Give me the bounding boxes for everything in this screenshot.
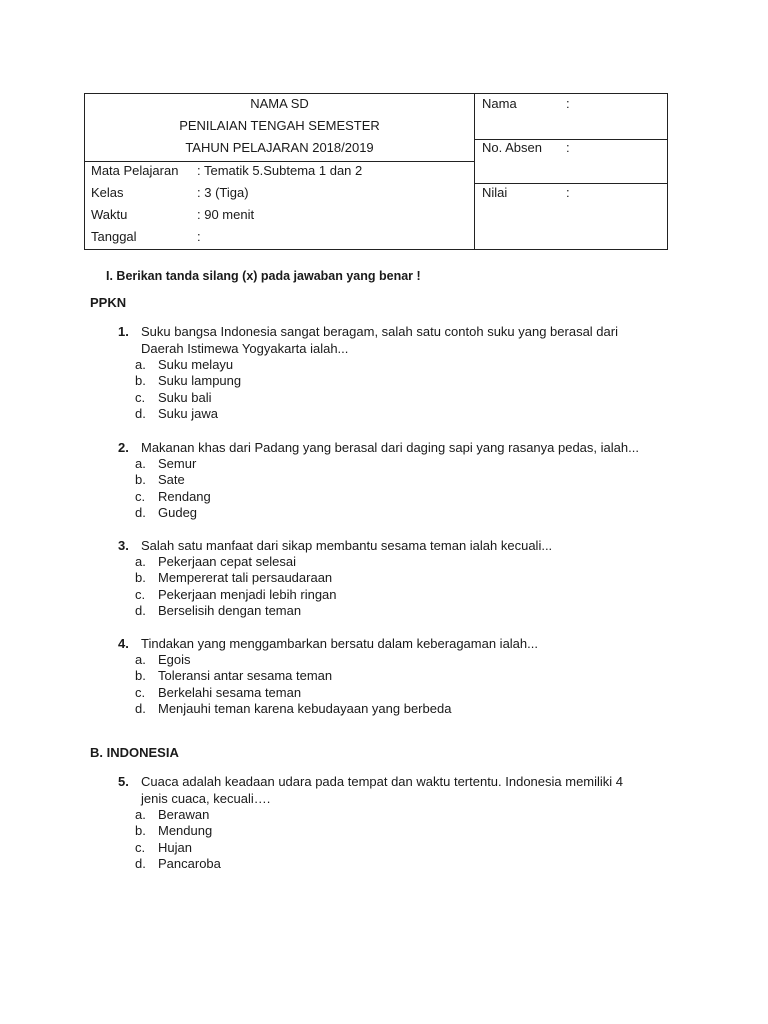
meta-value-class: : 3 (Tiga) — [197, 185, 249, 200]
answer-option[interactable] — [118, 840, 678, 856]
answer-option[interactable] — [118, 701, 678, 717]
meta-label-time: Waktu — [91, 207, 128, 222]
question-line: Daerah Istimewa Yogyakarta ialah... — [141, 341, 349, 356]
option-text: Semur — [158, 456, 197, 471]
answer-option[interactable] — [118, 807, 678, 823]
answer-option[interactable] — [118, 668, 678, 684]
score-label: Nilai — [482, 185, 508, 200]
question-text — [141, 439, 678, 456]
answer-options — [118, 652, 678, 717]
option-text: Berkelahi sesama teman — [158, 684, 302, 700]
question-text — [141, 537, 678, 554]
question-line: Salah satu manfaat dari sikap membantu sesama teman ialah kecuali... — [141, 538, 553, 553]
option-letter: c. — [135, 389, 146, 405]
option-text: Suku jawa — [158, 405, 218, 421]
answer-option[interactable] — [118, 652, 678, 668]
option-letter: b. — [135, 472, 146, 488]
answer-option[interactable] — [118, 685, 678, 701]
option-text: Pekerjaan cepat selesai — [158, 554, 297, 569]
question-line: jenis cuaca, kecuali…. — [141, 791, 271, 806]
option-letter: a. — [135, 456, 146, 471]
meta-value-time: : 90 menit — [197, 207, 255, 222]
option-text: Berselisih dengan teman — [158, 602, 302, 618]
school-name: NAMA SD — [250, 96, 309, 111]
question — [118, 773, 678, 872]
option-text: Pekerjaan menjadi lebih ringan — [158, 586, 337, 602]
answer-options — [118, 357, 678, 422]
answer-option[interactable] — [118, 570, 678, 586]
option-text: Suku melayu — [158, 357, 234, 372]
academic-year: TAHUN PELAJARAN 2018/2019 — [185, 140, 374, 155]
question-line: Tindakan yang menggambarkan bersatu dalam keberagaman ialah... — [141, 636, 538, 651]
option-text: Suku lampung — [158, 373, 242, 389]
meta-label-subject: Mata Pelajaran — [91, 163, 179, 178]
question-text — [141, 773, 678, 807]
option-letter: d. — [135, 700, 146, 716]
section-title-indonesia: B. INDONESIA — [90, 745, 179, 760]
question-line: Cuaca adalah keadaan udara pada tempat dan waktu tertentu. Indonesia memiliki 4 — [141, 774, 624, 789]
answer-option[interactable] — [118, 456, 678, 472]
question-number: 5. — [118, 774, 129, 789]
question-number: 1. — [118, 324, 129, 339]
question-line: Suku bangsa Indonesia sangat beragam, salah satu contoh suku yang berasal dari — [141, 324, 618, 339]
answer-option[interactable] — [118, 603, 678, 619]
meta-value-date: : — [197, 229, 201, 244]
option-text: Sate — [158, 472, 185, 488]
option-text: Menjauhi teman karena kebudayaan yang berbeda — [158, 700, 452, 716]
answer-option[interactable] — [118, 390, 678, 406]
option-letter: a. — [135, 807, 146, 822]
question — [118, 439, 678, 521]
name-colon: : — [566, 96, 570, 111]
name-label: Nama — [482, 96, 517, 111]
option-text: Toleransi antar sesama teman — [158, 668, 333, 684]
option-text: Pancaroba — [158, 855, 221, 871]
answer-option[interactable] — [118, 856, 678, 872]
question-text — [141, 635, 678, 652]
answer-options — [118, 554, 678, 619]
option-text: Hujan — [158, 839, 192, 855]
exam-title: PENILAIAN TENGAH SEMESTER — [179, 118, 380, 133]
question-number: 4. — [118, 636, 129, 651]
answer-option[interactable] — [118, 587, 678, 603]
option-letter: b. — [135, 373, 146, 389]
option-letter: c. — [135, 586, 146, 602]
question — [118, 635, 678, 717]
answer-option[interactable] — [118, 505, 678, 521]
option-text: Rendang — [158, 488, 211, 504]
question-number: 3. — [118, 538, 129, 553]
option-text: Gudeg — [158, 504, 198, 520]
answer-options — [118, 807, 678, 872]
option-letter: a. — [135, 652, 146, 667]
question-number: 2. — [118, 440, 129, 455]
answer-option[interactable] — [118, 357, 678, 373]
question-line: Makanan khas dari Padang yang berasal dari daging sapi yang rasanya pedas, ialah... — [141, 440, 639, 455]
absence-number-label: No. Absen — [482, 140, 542, 155]
question — [118, 537, 678, 619]
option-letter: b. — [135, 570, 146, 586]
answer-option[interactable] — [118, 373, 678, 389]
option-text: Mendung — [158, 823, 213, 839]
answer-option[interactable] — [118, 823, 678, 839]
meta-label-class: Kelas — [91, 185, 124, 200]
option-letter: b. — [135, 668, 146, 684]
option-letter: c. — [135, 684, 146, 700]
header-divider — [474, 94, 475, 249]
instruction: I. Berikan tanda silang (x) pada jawaban yang benar ! — [106, 269, 421, 283]
answer-option[interactable] — [118, 406, 678, 422]
meta-value-subject: : Tematik 5.Subtema 1 dan 2 — [197, 163, 363, 178]
answer-option[interactable] — [118, 554, 678, 570]
answer-options — [118, 456, 678, 521]
answer-option[interactable] — [118, 489, 678, 505]
absence-number-colon: : — [566, 140, 570, 155]
option-letter: c. — [135, 839, 146, 855]
question — [118, 323, 678, 422]
question-text — [141, 323, 678, 357]
option-letter: d. — [135, 504, 146, 520]
option-letter: b. — [135, 823, 146, 839]
score-colon: : — [566, 185, 570, 200]
option-letter: c. — [135, 488, 146, 504]
option-letter: d. — [135, 405, 146, 421]
meta-label-date: Tanggal — [91, 229, 137, 244]
option-letter: a. — [135, 554, 146, 569]
option-letter: d. — [135, 602, 146, 618]
answer-option[interactable] — [118, 472, 678, 488]
option-text: Mempererat tali persaudaraan — [158, 570, 333, 586]
option-letter: d. — [135, 855, 146, 871]
option-letter: a. — [135, 357, 146, 372]
option-text: Suku bali — [158, 389, 212, 405]
section-title-ppkn: PPKN — [90, 295, 127, 310]
header-table — [84, 93, 668, 250]
option-text: Berawan — [158, 807, 210, 822]
option-text: Egois — [158, 652, 191, 667]
